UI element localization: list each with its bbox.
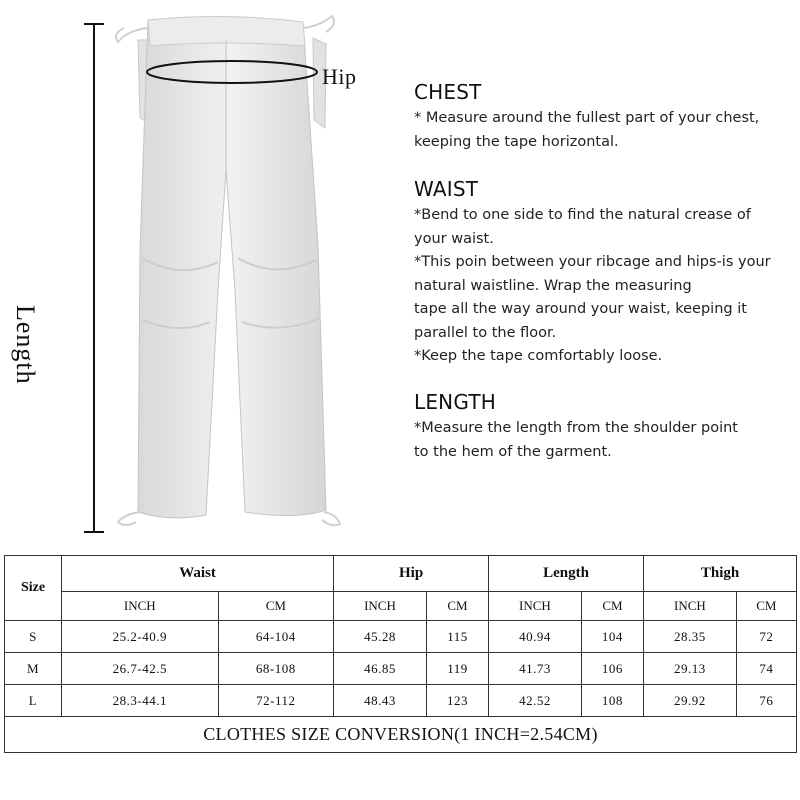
chest-line: keeping the tape horizontal. [414, 133, 619, 150]
unit-header: INCH [334, 592, 427, 621]
unit-header: INCH [644, 592, 737, 621]
table-cell: 115 [426, 621, 488, 653]
table-cell: 25.2-40.9 [62, 621, 219, 653]
unit-header-row [5, 592, 797, 621]
table-cell: 42.52 [489, 685, 582, 717]
table-row [5, 653, 797, 685]
length-title: LENGTH [414, 390, 496, 414]
pants-illustration [0, 0, 400, 545]
unit-header: CM [426, 592, 488, 621]
chest-title: CHEST [414, 80, 482, 104]
unit-header: CM [736, 592, 796, 621]
waist-line: parallel to the floor. [414, 324, 557, 341]
table-cell: 72 [736, 621, 796, 653]
table-cell: 28.3-44.1 [62, 685, 219, 717]
size-cell: M [5, 653, 62, 685]
waist-line: *Bend to one side to find the natural crease of [414, 207, 751, 223]
table-cell: 123 [426, 685, 488, 717]
size-conversion-note: CLOTHES SIZE CONVERSION(1 INCH=2.54CM) [5, 717, 797, 753]
table-cell: 40.94 [489, 621, 582, 653]
hip-column-header: Hip [334, 556, 489, 592]
table-cell: 46.85 [334, 653, 427, 685]
table-cell: 104 [581, 621, 643, 653]
length-label: Length [11, 305, 40, 385]
table-cell: 26.7-42.5 [62, 653, 219, 685]
table-cell: 28.35 [644, 621, 737, 653]
chest-line: * Measure around the fullest part of your chest, [414, 110, 760, 126]
waist-line: *This poin between your ribcage and hips-is your [414, 254, 771, 270]
chest-section [414, 80, 794, 154]
waist-line: tape all the way around your waist, keeping it [414, 301, 747, 317]
length-line: *Measure the length from the shoulder point [414, 420, 738, 436]
size-column-header: Size [5, 556, 62, 621]
waist-title: WAIST [414, 177, 479, 201]
hip-label: Hip [322, 64, 357, 89]
table-header-row [5, 556, 797, 592]
length-section [414, 390, 794, 464]
size-cell: L [5, 685, 62, 717]
table-cell: 106 [581, 653, 643, 685]
table-cell: 41.73 [489, 653, 582, 685]
unit-header: INCH [62, 592, 219, 621]
table-row [5, 685, 797, 717]
table-row [5, 621, 797, 653]
length-line: to the hem of the garment. [414, 443, 612, 460]
waist-section [414, 177, 794, 369]
length-column-header: Length [489, 556, 644, 592]
table-cell: 74 [736, 653, 796, 685]
unit-header: INCH [489, 592, 582, 621]
unit-header: CM [218, 592, 334, 621]
table-cell: 64-104 [218, 621, 334, 653]
table-cell: 29.92 [644, 685, 737, 717]
table-cell: 29.13 [644, 653, 737, 685]
waist-column-header: Waist [62, 556, 334, 592]
size-cell: S [5, 621, 62, 653]
table-cell: 68-108 [218, 653, 334, 685]
table-cell: 108 [581, 685, 643, 717]
length-measure-line [84, 24, 104, 532]
waist-line: your waist. [414, 230, 494, 247]
conversion-row [5, 717, 797, 753]
thigh-column-header: Thigh [644, 556, 797, 592]
table-cell: 119 [426, 653, 488, 685]
waist-line: natural waistline. Wrap the measuring [414, 277, 692, 294]
table-cell: 48.43 [334, 685, 427, 717]
waist-line: *Keep the tape comfortably loose. [414, 348, 663, 364]
table-cell: 76 [736, 685, 796, 717]
size-chart-table [4, 555, 797, 753]
table-cell: 45.28 [334, 621, 427, 653]
unit-header: CM [581, 592, 643, 621]
table-cell: 72-112 [218, 685, 334, 717]
